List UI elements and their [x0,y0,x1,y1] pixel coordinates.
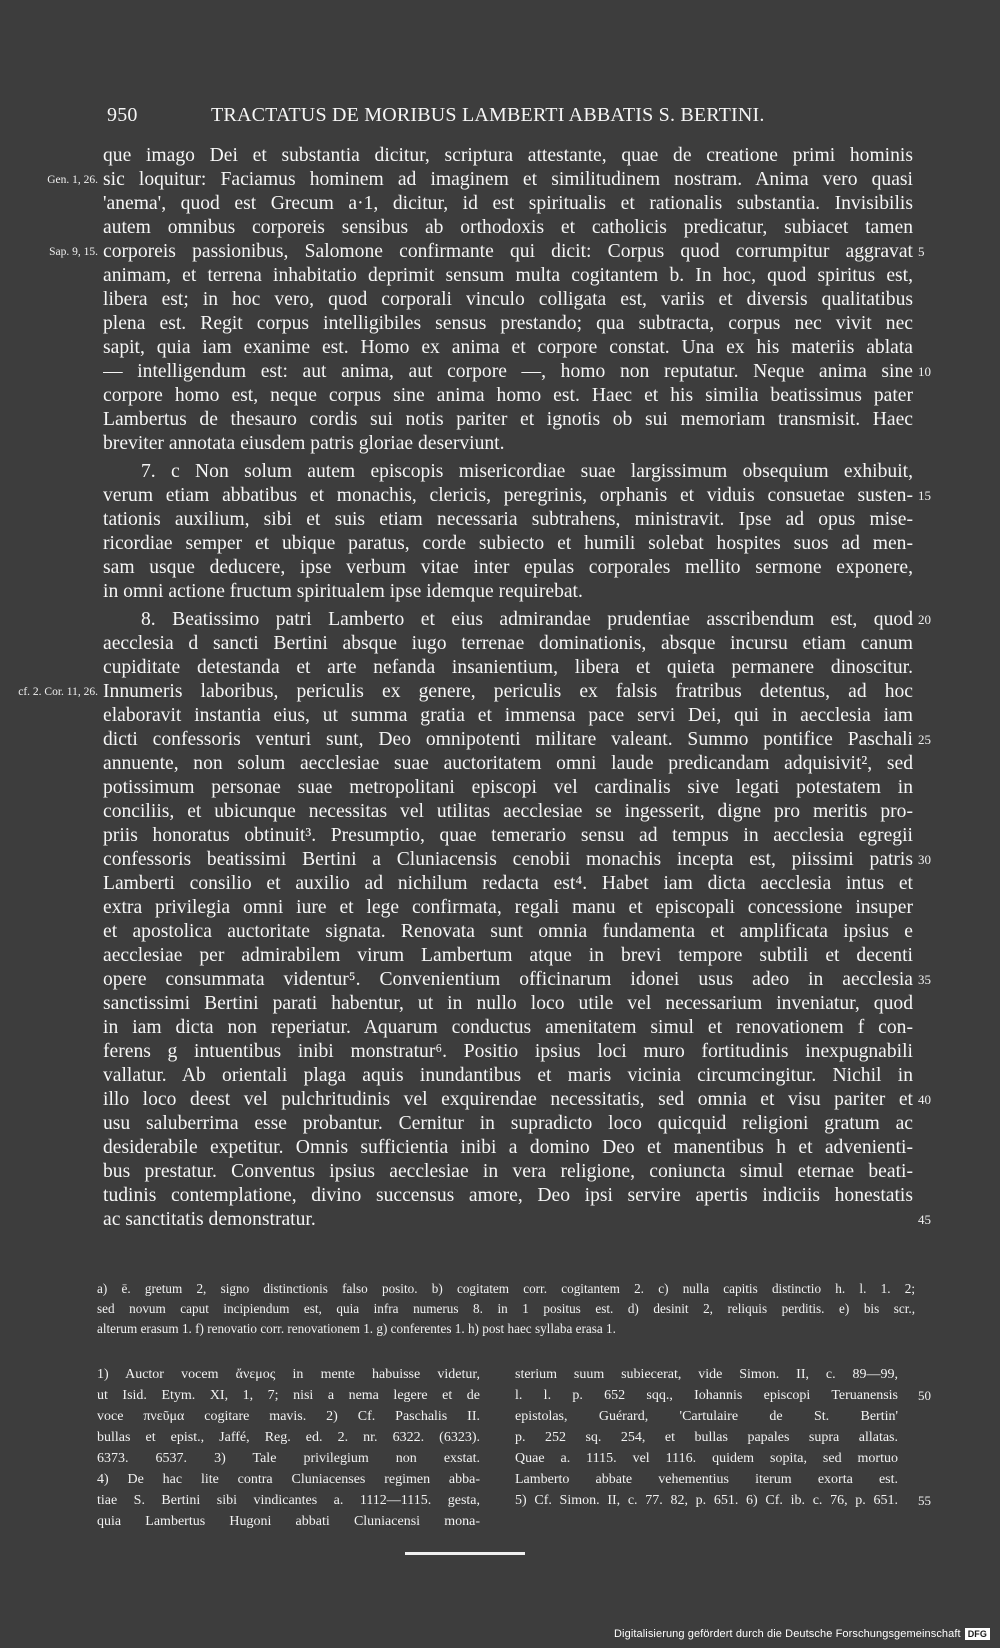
text-line: sapit, quia iam exanime est. Homo ex anima et corpore constat. Una ex his materiis ablata [103,337,913,358]
text-line: desiderabile expetitur. Omnis sufficientia inibi a domino Deo et manentibus h et advenienti- [103,1137,913,1158]
note-line: ut Isid. Etym. XI, 1, 7; nisi a nema legere et de [97,1388,480,1403]
text-line: in omni actione fructum spiritualem ipse idemque requirebat. [103,581,583,602]
note-line: 4) De hac lite contra Cluniacenses regimen abba- [97,1472,480,1487]
text-line: corpore homo est, neque corpus sine anima homo est. Haec et his similia beatissimus pater [103,385,913,406]
apparatus-line: alterum erasum 1. f) renovatio corr. renovationem 1. g) conferentes 1. h) post haec syllaba erasa 1. [97,1321,616,1336]
margin-reference: cf. 2. Cor. 11, 26. [18,686,98,698]
note-line: voce πνεῦμα cogitare mavis. 2) Cf. Paschalis II. [97,1409,480,1424]
text-line: ac sanctitatis demonstratur. [103,1209,316,1230]
line-number: 55 [918,1493,931,1508]
margin-reference: Sap. 9, 15. [49,246,98,258]
line-number: 30 [918,852,931,867]
line-number: 45 [918,1212,931,1227]
text-line: illo loco deest vel pulchritudinis vel exquirendae necessitatis, sed omnia et visu pariter et [103,1089,913,1110]
text-line: tationis auxilium, sibi et suis etiam necessaria subtrahens, ministravit. Ipse ad opus mise- [103,509,913,530]
text-line: — intelligendum est: aut anima, aut corpore —, homo non reputatur. Neque anima sine [103,361,913,382]
text-line: autem omnibus corporeis sensibus ab orthodoxis et catholicis predicatur, subiacet tamen [103,217,913,238]
credit-text: Digitalisierung gefördert durch die Deutsche Forschungsgemeinschaft [614,1628,961,1640]
text-line: sam usque deducere, ipse verbum vitae inter epulas corporales mellito sermone exponere, [103,557,913,578]
text-line: et apostolica auctoritate signata. Renovata sunt omnia fundamenta et amplificata ipsius e [103,921,913,942]
text-line: Lamberti consilio et auxilio ad nichilum redacta est⁴. Habet iam dicta aecclesia intus et [103,873,913,894]
note-line: 5) Cf. Simon. II, c. 77. 82, p. 651. 6) Cf. ib. c. 76, p. 651. [515,1493,898,1508]
text-line: ricordiae semper et ubique paratus, corde subiecto et humili solebat hospites suos ad men- [103,533,913,554]
text-line: animam, et terrena inhabitatio deprimit sensum multa cogitantem b. In hoc, quod spiritus est, [103,265,913,286]
text-line: confessoris beatissimi Bertini a Cluniacensis cenobii monachis incepta est, piissimi patris [103,849,913,870]
digitization-credit [614,1628,990,1640]
text-line: annuente, non solum aecclesiae suae auctoritatem omni laude predicandam adquisivit², sed [103,753,913,774]
text-line: Innumeris laboribus, periculis ex genere, periculis ex falsis fratribus detentus, ad hoc [103,681,913,702]
closing-rule [405,1552,525,1555]
text-line: in iam dicta non reperiatur. Aquarum conductus amenitatem simul et renovationem f con- [103,1017,913,1038]
text-line: opere consummata videntur⁵. Convenientium officinarum idonei usus adeo in aecclesia [103,969,913,990]
note-line: Lamberto abbate vehementius iterum exorta est. [515,1472,898,1487]
text-line: aecclesiae per admirabilem virum Lambertum atque in brevi tempore subtili et decenti [103,945,913,966]
line-number: 40 [918,1092,931,1107]
note-line: bullas et epist., Jaffé, Reg. ed. 2. nr. 6322. (6323). [97,1430,480,1445]
text-line: vallatur. Ab orientali plaga aquis inundantibus et maris vicinia circumcingitur. Nichil in [103,1065,913,1086]
text-line: 8. Beatissimo patri Lamberto et eius admirandae prudentiae asscribendum est, quod [141,609,913,630]
note-line: epistolas, Guérard, 'Cartulaire de St. Bertin' [515,1409,898,1424]
main-text [103,144,913,1232]
note-line: sterium suum subiecerat, vide Simon. II, c. 89—99, [515,1367,898,1382]
note-line: l. l. p. 652 sqq., Iohannis episcopi Teruanensis [515,1388,898,1403]
text-line: dicti confessoris venturi sunt, Deo omnipotenti militare valeant. Summo pontifice Paschali [103,729,913,750]
note-line: quia Lambertus Hugoni abbati Cluniacensi mona- [97,1514,480,1529]
text-line: libera est; in hoc vero, quod corporali vinculo colligata est, variis et diversis qualitatibus [103,289,913,310]
line-number: 15 [918,488,931,503]
line-number: 5 [918,244,925,259]
note-line: 1) Auctor vocem ἄνεμος in mente habuisse videtur, [97,1367,480,1382]
text-line: que imago Dei et substantia dicitur, scriptura attestante, quae de creatione primi hominis [103,145,913,166]
text-line: tudinis contemplatione, divino succensus amore, Deo ipsi servire apertis indiciis honestatis [103,1185,913,1206]
apparatus-line: a) ē. gretum 2, signo distinctionis falso posito. b) cogitatem corr. cogitantem 2. c) nulla capitis distinctio h. l. 1. 2; [97,1281,915,1296]
text-line: plena est. Regit corpus intelligibiles sensus prestando; qua subtracta, corpus nec vivit nec [103,313,913,334]
text-line: sanctissimi Bertini parati habentur, ut in nullo loco utile vel necessarium inveniatur, quod [103,993,913,1014]
text-line: cupiditate detestanda et arte nefanda insanientium, libera et quieta permanere dinoscitur. [103,657,913,678]
line-number: 20 [918,612,931,627]
line-number: 50 [918,1388,931,1403]
dfg-logo: DFG [965,1628,990,1640]
line-number: 10 [918,364,931,379]
text-line: aecclesia d sancti Bertini absque iugo terrenae dominationis, absque incursu etiam canum [103,633,913,654]
text-line: potissimum personae suae metropolitani episcopi vel cardinalis sive legati potestatem in [103,777,913,798]
text-line: 'anema', quod est Grecum a·1, dicitur, id est spiritualis et rationalis substantia. Invisibilis [103,193,913,214]
running-title: TRACTATUS DE MORIBUS LAMBERTI ABBATIS S. BERTINI. [211,104,765,126]
text-line: verum etiam abbatibus et monachis, clericis, peregrinis, orphanis et viduis consuetae susten- [103,485,913,506]
text-line: breviter annotata eiusdem patris gloriae deserviunt. [103,433,505,454]
text-line: usu saluberrima esse probantur. Cernitur in supradicto loco quicquid religioni gratum ac [103,1113,913,1134]
line-number: 35 [918,972,931,987]
critical-apparatus [97,1279,915,1339]
text-line: Lambertus de thesauro cordis sui notis pariter et ignotis ob sui memoriam transmisit. Haec [103,409,913,430]
text-line: ferens g intuentibus inibi monstratur⁶. Positio ipsius loci muro fortitudinis inexpugnabili [103,1041,913,1062]
line-number: 25 [918,732,931,747]
text-line: elaboravit instantia eius, ut summa gratia et immensa pace servi Dei, qui in aecclesia iam [103,705,913,726]
page-number: 950 [107,104,138,126]
notes-right-column [515,1364,898,1511]
apparatus-line: sed novum caput incipiendum est, quia infra numerus 8. in 1 positus est. d) desinit 2, reliquis perditis. e) bis scr., [97,1301,915,1316]
text-line: extra privilegia omni iure et lege confirmata, regali manu et episcopali concessione insuper [103,897,913,918]
note-line: Quae a. 1115. vel 1116. quidem sopita, sed mortuo [515,1451,898,1466]
text-line: corporeis passionibus, Salomone confirmante qui dicit: Corpus quod corrumpitur aggravat [103,241,913,262]
note-line: tiae S. Bertini sibi vindicantes a. 1112—1115. gesta, [97,1493,480,1508]
margin-reference: Gen. 1, 26. [47,174,98,186]
text-line: 7. c Non solum autem episcopis misericordiae suae largissimum obsequium exhibuit, [141,461,913,482]
note-line: 6373. 6537. 3) Tale privilegium non exstat. [97,1451,480,1466]
text-line: sic loquitur: Faciamus hominem ad imaginem et similitudinem nostram. Anima vero quasi [103,169,913,190]
text-line: conciliis, et ubicunque necessitas vel utilitas aecclesiae se ingesserit, digne pro meritis pro- [103,801,913,822]
note-line: p. 252 sq. 254, et bullas papales supra allatas. [515,1430,898,1445]
text-line: priis honoratus obtinuit³. Presumptio, quae temerario sensu ad tempus in aecclesia egregii [103,825,913,846]
text-line: bus prestatur. Conventus ipsius aecclesiae in vera religione, coniuncta simul eternae beati- [103,1161,913,1182]
notes-left-column [97,1364,480,1532]
